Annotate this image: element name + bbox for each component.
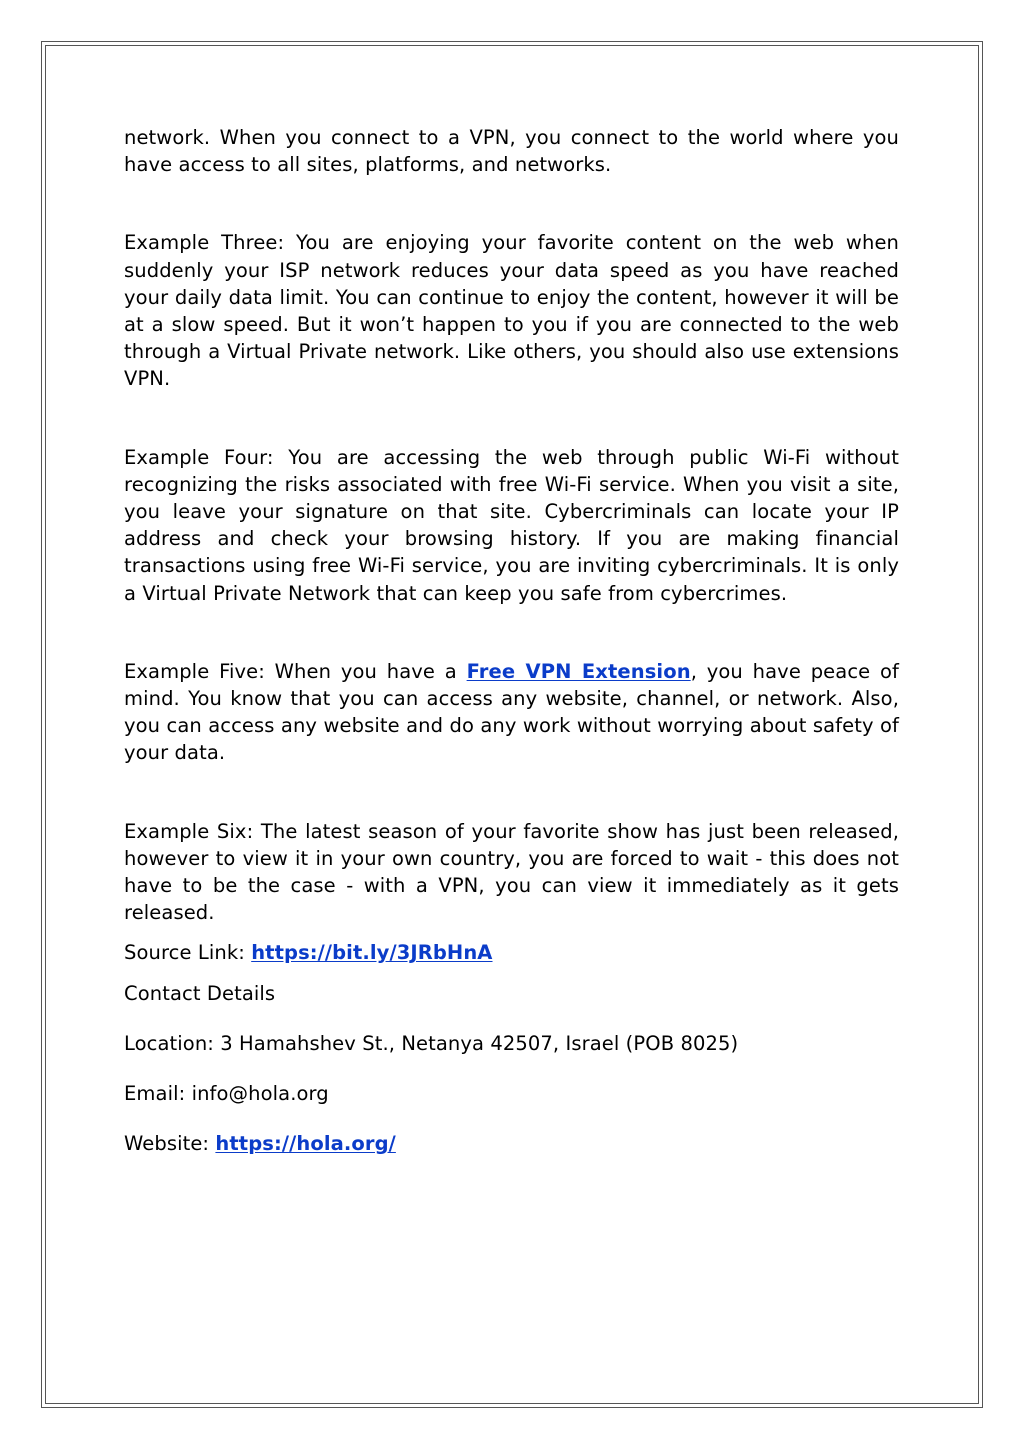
website-link[interactable]: https://hola.org/ [215,1132,396,1156]
source-label: Source Link: [124,941,252,965]
example-five-text-before: Example Five: When you have a [124,659,467,683]
paragraph-example-four: Example Four: You are accessing the web through public Wi-Fi without recognizing the risks associated with free Wi-Fi service. When you visit a site, you leave your signature on that site. Cybercriminals can locate your IP address and check your browsing history. If you are making financial transactions using free Wi-Fi service, you are inviting cybercriminals. It is only a Virtual Private Network that can keep you safe from cybercrimes. [124,445,899,605]
paragraph-example-three: Example Three: You are enjoying your favorite content on the web when suddenly your ISP network reduces your data speed as you have reached your daily data limit. You can continue to enjoy the content, however it will be at a slow speed. But it won’t happen to you if you are connected to the web through a Virtual Private network. Like others, you should also use extensions VPN. [124,231,899,391]
paragraph-intro-continued: network. When you connect to a VPN, you connect to the world where you have access to all sites, platforms, and networks. [124,126,899,177]
paragraph-example-six: Example Six: The latest season of your favorite show has just been released, however to view it in your own country, you are forced to wait - this does not have to be the case - with a VPN, you can view it immediately as it gets released. [124,819,899,925]
website-label: Website: [124,1132,216,1156]
paragraph-example-five [124,658,899,767]
contact-location: Location: 3 Hamahshev St., Netanya 42507, Israel (POB 8025) [124,1031,739,1055]
website-line [124,1130,899,1157]
contact-email: Email: info@hola.org [124,1082,329,1106]
contact-heading: Contact Details [124,981,276,1005]
source-link[interactable]: https://bit.ly/3JRbHnA [251,941,493,965]
source-line [124,939,899,966]
document-body [124,124,899,1157]
example-five-text-after: , you have peace of mind. You know that you can access any website, channel, or network. Also, you can access any website and do any work without worrying about safety of your data. [124,659,900,765]
free-vpn-extension-link[interactable]: Free VPN Extension [466,659,691,683]
